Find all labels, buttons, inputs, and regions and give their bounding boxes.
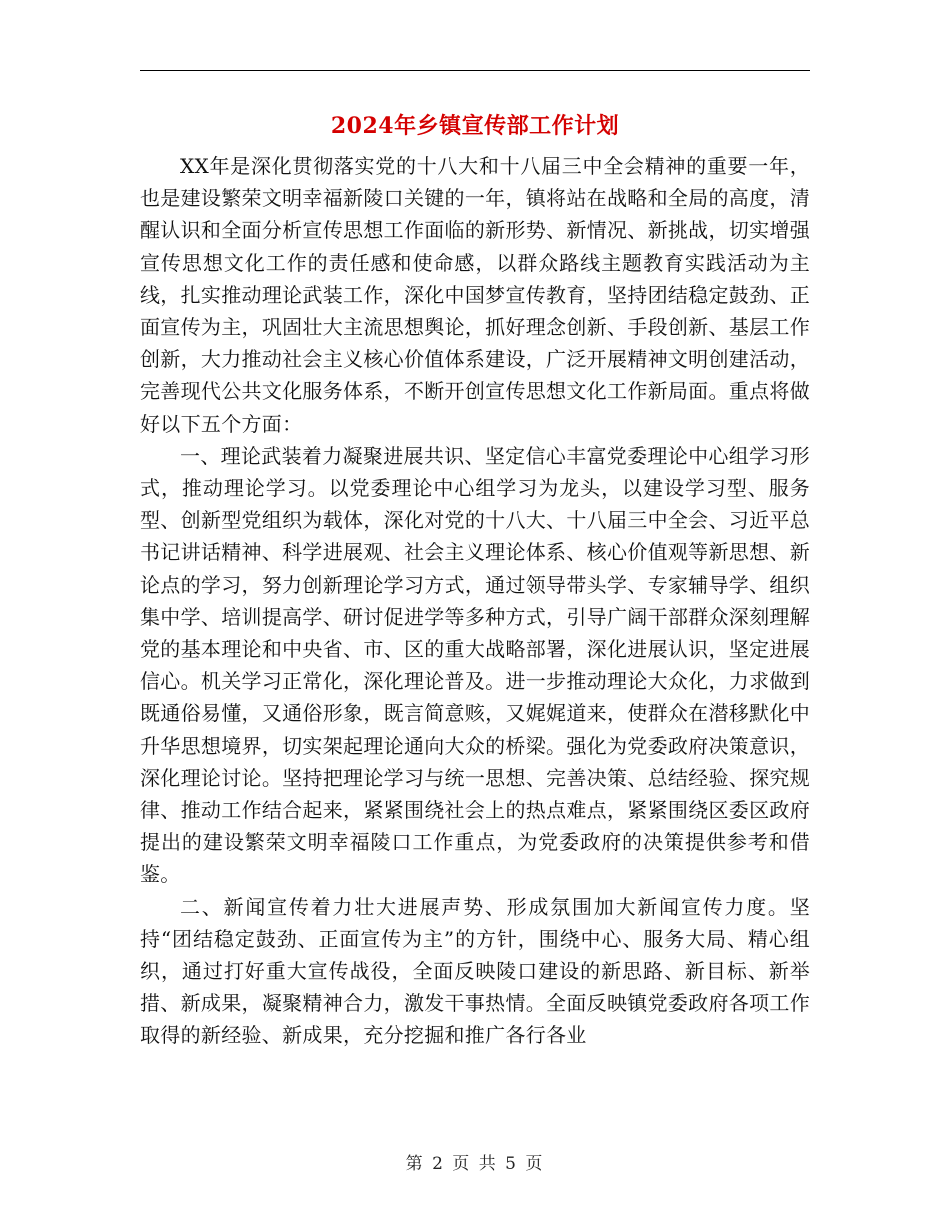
paragraph-news: 二、新闻宣传着力壮大进展声势、形成氛围加大新闻宣传力度。坚持“团结稳定鼓劲、正面宣传为主”的方针，围绕中心、服务大局、精心组织，通过打好重大宣传战役，全面反映陵口建设的新思路、新目标、新举措、新成果，凝聚精神合力，激发干事热情。全面反映镇党委政府各项工作取得的新经验、新成果，充分挖掘和推广各行各业 xyxy=(140,894,810,1048)
paragraph-intro: XX年是深化贯彻落实党的十八大和十八届三中全会精神的重要一年，也是建设繁荣文明幸福新陵口关键的一年，镇将站在战略和全局的高度，清醒认识和全面分析宣传思想工作面临的新形势、新情况、新挑战，切实增强宣传思想文化工作的责任感和使命感，以群众路线主题教育实践活动为主线，扎实推动理论武装工作，深化中国梦宣传教育，坚持团结稳定鼓劲、正面宣传为主，巩固壮大主流思想舆论，抓好理念创新、手段创新、基层工作创新，大力推动社会主义核心价值体系建设，广泛开展精神文明创建活动，完善现代公共文化服务体系，不断开创宣传思想文化工作新局面。重点将做好以下五个方面： xyxy=(140,154,810,436)
paragraph-theory: 一、理论武装着力凝聚进展共识、坚定信心丰富党委理论中心组学习形式，推动理论学习。以党委理论中心组学习为龙头，以建设学习型、服务型、创新型党组织为载体，深化对党的十八大、十八届三中全会、习近平总书记讲话精神、科学进展观、社会主义理论体系、核心价值观等新思想、新论点的学习，努力创新理论学习方式，通过领导带头学、专家辅导学、组织集中学、培训提高学、研讨促进学等多种方式，引导广阔干部群众深刻理解党的基本理论和中央省、市、区的重大战略部署，深化进展认识，坚定进展信心。机关学习正常化，深化理论普及。进一步推动理论大众化，力求做到既通俗易懂，又通俗形象，既言简意赅，又娓娓道来，使群众在潜移默化中升华思想境界，切实架起理论通向大众的桥梁。强化为党委政府决策意识，深化理论讨论。坚持把理论学习与统一思想、完善决策、总结经验、探究规律、推动工作结合起来，紧紧围绕社会上的热点难点，紧紧围绕区委区政府提出的建设繁荣文明幸福陵口工作重点，为党委政府的决策提供参考和借鉴。 xyxy=(140,443,810,887)
header-rule xyxy=(140,70,810,71)
document-body xyxy=(140,150,810,1052)
document-title: 2024年乡镇宣传部工作计划 xyxy=(330,113,620,139)
page-footer: 第 2 页 共 5 页 xyxy=(405,1154,545,1174)
